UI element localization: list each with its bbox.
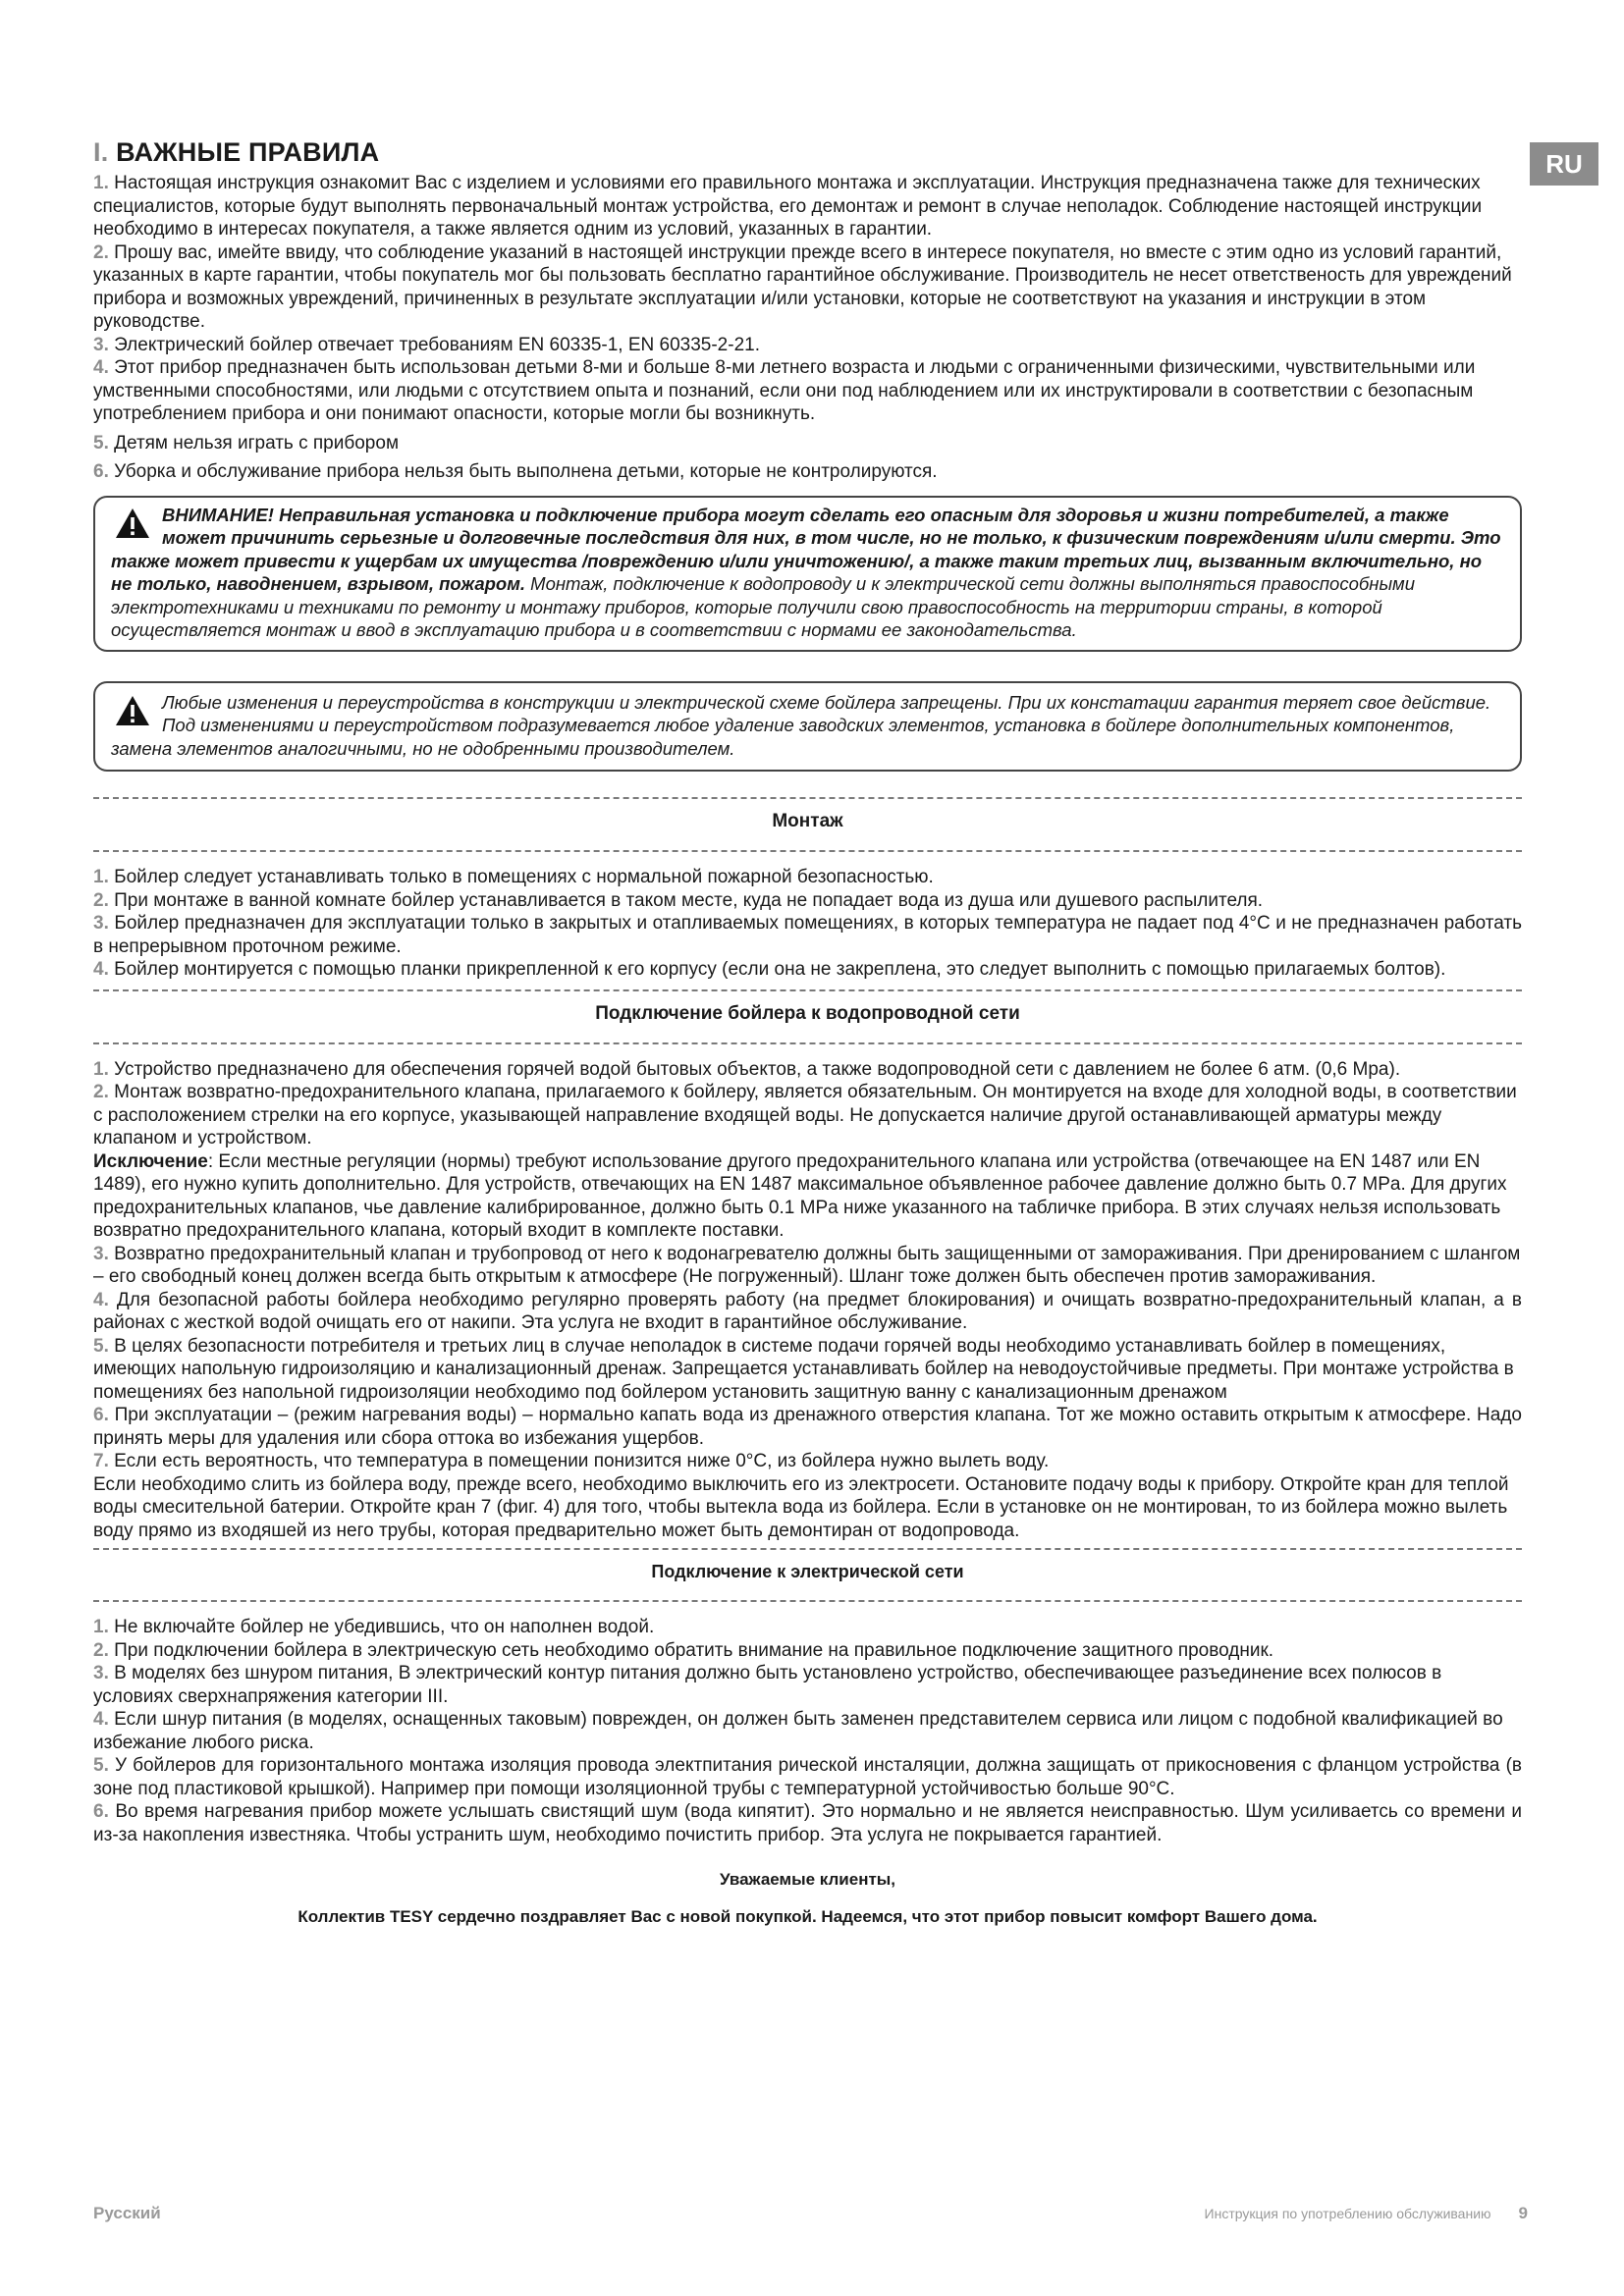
item-text: Если шнур питания (в моделях, оснащенных таковым) поврежден, он должен быть заменен представителем сервиса или лицом с подобной квалификацией во избежание любого риска. [93,1709,1503,1753]
electric-item [93,1708,1522,1754]
item-number: 5. [93,1335,109,1357]
water-item [93,1289,1522,1335]
rule-number: 6. [93,461,109,482]
item-number: 1. [93,867,109,887]
rule-number: 5. [93,432,109,454]
montage-item [93,866,1522,889]
electric-item [93,1662,1522,1708]
item-text: Если есть вероятность, что температура в помещении понизится ниже 0°С, из бойлера нужно вылеть воду. [114,1451,1050,1471]
item-number: 6. [93,1801,109,1822]
item-number: 3. [93,1243,109,1264]
item-number: 2. [93,1639,109,1661]
item-number: 2. [93,1082,109,1102]
item-number: 2. [93,889,109,911]
warning-box-installation [93,496,1522,652]
item-text: Бойлер следует устанавливать только в помещениях с нормальной пожарной безопасностью. [114,867,934,887]
electric-item [93,1754,1522,1800]
exception-text: : Если местные регуляции (нормы) требуют использование другого предохранительного клапана или устройства (отвечающее на EN 1487 или EN 1489), его нужно купить дополнительно. Для устройств, отвечающих на EN 1487 максимальное объявленное рабочее давление должно быть 0.7 MPa. Для других предохранительных клапанов, чье давление калибрированное, должно быть 0.1 MPa ниже указанного на табличке прибора. В этих случаях нельзя использовать возвратно предохранительного клапана, который входит в комплекте поставки. [93,1150,1507,1241]
divider [93,1600,1522,1602]
water-item [93,1335,1522,1405]
section-number: I. [93,137,109,167]
warning-triangle-icon [115,507,150,539]
warning-text: Любые изменения и переустройства в конструкции и электрической схеме бойлера запрещены. При их констатации гарантия теряет свое действие. Под изменениями и переустройством подразумевается любое удаление заводских элементов, установка в бойлере дополнительных компонентов, замена элементов аналогичными, но не одобренными производителем. [111,691,1491,759]
footer-language: Русский [93,2204,161,2222]
montage-list [93,866,1522,982]
water-list [93,1058,1522,1543]
rule-number: 3. [93,334,109,355]
rule-item [93,172,1522,241]
rule-text: Уборка и обслуживание прибора нельзя быть выполнена детьми, которые не контролируются. [114,461,938,482]
rule-item [93,432,1522,455]
electric-item [93,1639,1522,1663]
footer-manual-title: Инструкция по употреблению обслуживанию [1204,2206,1491,2221]
warning-normal-text: Монтаж, подключение к водопроводу и к электрической сети должны выполняться правоспособными электротехниками и техниками по ремонту и монтажу приборов, которые получили свою правоспособность на территории страны, в которой осуществляется монтаж и ввод в эксплуатацию прибора и в соответствии с нормами ее законодательства. [111,573,1416,640]
closing-congratulations: Коллектив TESY сердечно поздравляет Вас с новой покупкой. Надеемся, что этот прибор повысит комфорт Вашего дома. [298,1907,1318,1926]
item-text: Не включайте бойлер не убедившись, что он наполнен водой. [114,1617,655,1637]
rule-item [93,460,1522,484]
exception-label: Исключение [93,1150,208,1172]
item-number: 7. [93,1451,109,1471]
page-number: 9 [1518,2204,1528,2222]
rule-text: Настоящая инструкция ознакомит Вас с изделием и условиями его правильного монтажа и эксплуатации. Инструкция предназначена также для технических специалистов, которые будут выполнять первоначальный монтаж устройства, его демонтаж и ремонт в случае неполадок. Соблюдение настоящей инструкции необходимо в интересах покупателя, а также является одним из условий, указанных в гарантии. [93,173,1483,240]
divider [93,1042,1522,1044]
divider [93,850,1522,852]
item-number: 1. [93,1058,109,1080]
rule-text: Детям нельзя играть с прибором [114,432,400,454]
electric-item [93,1800,1522,1846]
water-item [93,1058,1522,1082]
item-text: Устройство предназначено для обеспечения горячей водой бытовых объектов, а также водопроводной сети с давлением не более 6 атм. (0,6 Mpa). [114,1058,1401,1080]
item-text: Бойлер предназначен для эксплуатации только в закрытых и отапливаемых помещениях, в которых температура не падает под 4°С и не предназначен работать в непрерывном проточном режиме. [93,913,1522,957]
heading-electric-connection: Подключение к электрической сети [651,1562,964,1581]
item-text: Во время нагревания прибор можете услышать свистящий шум (вода кипятит). Это нормально и не является неисправностью. Шум усиливаетсь со времени и из-за накопления известняка. Чтобы устранить шум, необходимо почистить прибор. Эта услуга не покрывается гарантией. [93,1801,1523,1845]
section-title-text: ВАЖНЫЕ ПРАВИЛА [116,137,380,167]
electric-item [93,1616,1522,1639]
warning-bold-text: ВНИМАНИЕ! Неправильная установка и подключение прибора могут сделать его опасным для здоровья и жизни потребителей, а также может причинить серьезные и долговечные последствия для них, в том числе, но не только, к физическим повреждениям и/или смерти. Это также может привести к ущербам их имущества /повреждению и/или уничтожению/, а также таким третьих лиц, вызванным включительно, но не только, наводнением, взрывом, пожаром. [111,504,1501,594]
water-item [93,1404,1522,1450]
item-text: При монтаже в ванной комнате бойлер устанавливается в таком месте, куда не попадает вода из душа или душевого распылителя. [114,889,1264,911]
item-text: В целях безопасности потребителя и третьих лиц в случае неполадок в системе подачи горячей воды необходимо устанавливать бойлер в помещениях, имеющих напольную гидроизоляцию и канализационный дренаж. Запрещается устанавливать бойлер на неводоустойчивые предметы. При монтаже устройства в помещениях без напольной гидроизоляции необходимо под бойлером установить защитную ванну с канализационным дренажом [93,1335,1514,1403]
section-title [93,137,1522,168]
heading-montage: Монтаж [772,811,843,831]
montage-item [93,912,1522,958]
item-text: Бойлер монтируется с помощью планки прикрепленной к его корпусу (если она не закреплена, это следует выполнить с помощью прилагаемых болтов). [114,959,1446,980]
water-item [93,1450,1522,1473]
warning-box-modifications [93,681,1522,773]
rule-text: Электрический бойлер отвечает требованиям EN 60335-1, EN 60335-2-21. [114,334,760,355]
item-number: 4. [93,959,109,980]
rule-number: 2. [93,241,109,263]
montage-item [93,889,1522,913]
rules-list [93,172,1522,484]
item-number: 4. [93,1709,109,1730]
rule-number: 4. [93,357,109,378]
montage-item [93,958,1522,982]
item-number: 3. [93,1663,109,1683]
warning-triangle-icon [115,695,150,726]
item-number: 5. [93,1755,109,1776]
item-number: 1. [93,1617,109,1637]
item-number: 3. [93,913,109,934]
closing-greeting: Уважаемые клиенты, [719,1870,896,1889]
rule-text: Прошу вас, имейте ввиду, что соблюдение указаний в настоящей инструкции прежде всего в интересе покупателя, но вместе с этим одно из условий гарантий, указанных в карте гарантии, чтобы покупатель мог бы пользовать бесплатно гарантийное обслуживание. Производитель не несет ответственость для увреждений прибора и возможных увреждений, причиненных в результате эксплуатации и/или установки, которые не соответствуют на указания и инструкции в этом руководстве. [93,241,1512,332]
electric-list [93,1616,1522,1846]
item-text: Для безопасной работы бойлера необходимо регулярно проверять работу (на предмет блокирования) и очищать возвратно-предохранительный клапан, а в районах с жесткой водой очищать его от накипи. Эта услуга не входит в гарантийное обслуживание. [93,1289,1522,1333]
water-item [93,1243,1522,1289]
item-text: В моделях без шнуром питания, В электрический контур питания должно быть установлено устройство, обеспечивающее разъединение всех полюсов в условиях сверхнапряжения категории III. [93,1663,1442,1707]
rule-number: 1. [93,173,109,193]
item-number: 4. [93,1289,109,1310]
rule-item [93,241,1522,334]
heading-water-connection: Подключение бойлера к водопроводной сети [595,1002,1020,1024]
page-content [93,137,1522,1929]
item-text: При эксплуатации – (режим нагревания воды) – нормально капать вода из дренажного отверстия клапана. Тот же можно оставить открытым к атмосфере. Надо принять меры для удаления или сбора оттока во избежания ущербов. [93,1405,1522,1449]
rule-item [93,334,1522,357]
item-text: Возвратно предохранительный клапан и трубопровод от него к водонагревателю должны быть защищенными от замораживания. При дренированием с шлангом – его свободный конец должен всегда быть открытым к атмосфере (Не погруженный). Шланг тоже должен быть обеспечен против замораживания. [93,1243,1521,1287]
item-text: При подключении бойлера в электрическую сеть необходимо обратить внимание на правильное подключение защитного проводник. [114,1639,1274,1661]
item-text: Монтаж возвратно-предохранительного клапана, прилагаемого к бойлеру, является обязательным. Он монтируется на входе для холодной воды, в соответствии с расположением стрелки на его корпусе, указывающей направление входящей воды. Не допускается наличие другой останавливающей арматуры между клапаном и устройством. [93,1082,1517,1148]
water-exception [93,1150,1522,1243]
water-drain-instructions: Если необходимо слить из бойлера воду, прежде всего, необходимо выключить его из электросети. Остановите подачу воды к прибору. Откройте кран для теплой воды смесительной батерии. Откройте кран 7 (фиг. 4) для того, чтобы вытекла вода из бойлера. Если в установке он не монтирован, то из бойлера можно вылеть воду прямо из входяшей из него трубы, которая предварительно может быть демонтиран от водопровода. [93,1473,1509,1541]
rule-item [93,356,1522,426]
language-tab: RU [1530,142,1598,186]
closing-message [93,1868,1522,1929]
item-text: У бойлеров для горизонтального монтажа изоляция провода электпитания рической инсталяции, должна защищать от прикосновения с фланцом устройства (в зоне под пластиковой крышкой). Например при помощи изоляционной трубы с температурной устойчивостью больше 90°С. [93,1755,1522,1799]
water-item [93,1081,1522,1150]
rule-text: Этот прибор предназначен быть использован детьми 8-ми и больше 8-ми летнего возраста и людьми с ограниченными физическими, чувствительными или умственными способностями, или людьми с отсутствием опыта и познаний, если они под наблюдением или их инструктировали в соответствии с безопасным употреблением прибора и они понимают опасности, которые могли бы возникнуть. [93,357,1476,424]
footer-right [1205,2204,1528,2223]
item-number: 6. [93,1405,109,1425]
